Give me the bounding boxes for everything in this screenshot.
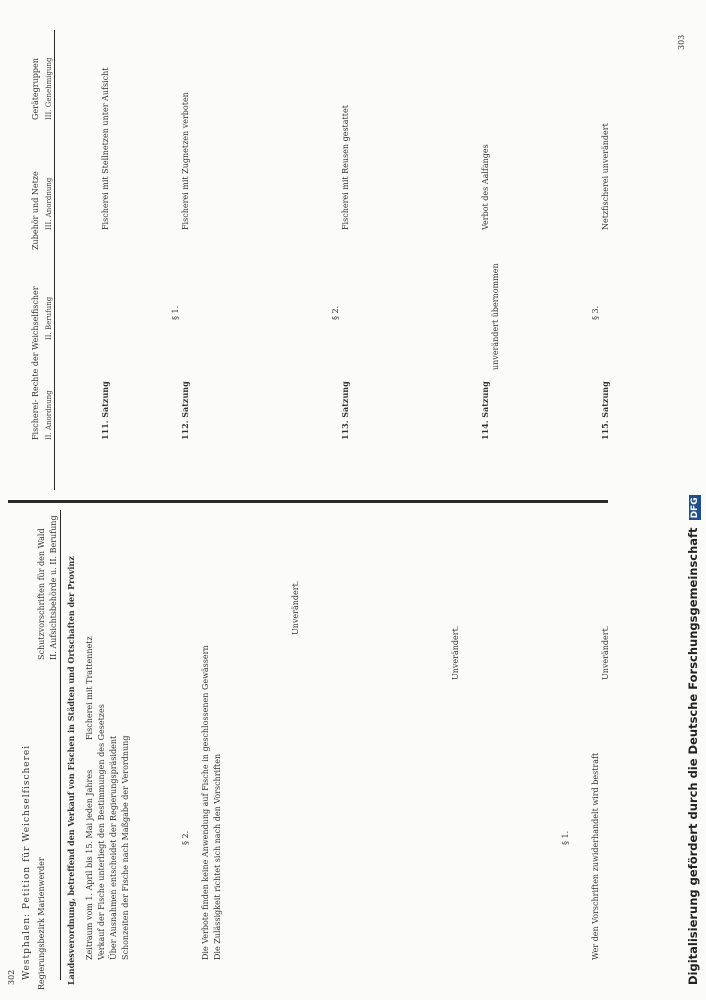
- right-header-col-1: Fischerei- Rechte der Weichselfischer: [31, 286, 40, 440]
- intro-line: Landesverordnung, betreffend den Verkauf von Fischen in Städten und Ortschaften der Provinz: [66, 556, 76, 985]
- left-running-head: Westphalen: Petition für Weichselfischerei: [22, 744, 32, 980]
- entry-3-id: 113. Satzung: [340, 381, 350, 440]
- dfg-footer: [686, 495, 701, 985]
- right-page-number: 303: [677, 34, 686, 50]
- gutter-rule: [8, 500, 608, 503]
- section-2-mark: § 2.: [181, 830, 190, 845]
- section-mark-3: § 3.: [591, 305, 600, 320]
- left-header-mid: Schutzvorschriften für den Wald: [37, 528, 46, 660]
- subhead-3: III. Anordnung: [45, 177, 53, 230]
- entry-5-id: 115. Satzung: [600, 381, 610, 440]
- para-4: Schonzeiten der Fische nach Maßgabe der Verordnung: [121, 735, 130, 960]
- col-head-mid: Fischerei mit Trattennetz: [85, 636, 94, 740]
- tail-2: Unverändert.: [451, 625, 460, 680]
- tail-1: Unverändert.: [291, 580, 300, 635]
- entry-1-text: Fischerei mit Stellnetzen unter Aufsicht: [101, 67, 110, 230]
- subhead-2: II. Berufung: [45, 296, 53, 340]
- para-7: Wer den Vorschriften zuwiderhandelt wird bestraft: [591, 752, 600, 960]
- subhead-1: II. Anordnung: [45, 390, 53, 440]
- subhead-4: III. Genehmigung: [45, 57, 53, 120]
- right-header-rule: [54, 30, 55, 490]
- entry-5-text: Netzfischerei unverändert: [601, 123, 610, 230]
- section-mark-2: § 2.: [331, 305, 340, 320]
- para-3: Über Ausnahmen entscheidet der Regierungspräsident: [109, 735, 118, 960]
- para-6: Die Zulässigkeit richtet sich nach den Vorschriften: [213, 753, 222, 960]
- entry-3-text: Fischerei mit Reusen gestattet: [341, 105, 350, 230]
- left-header-left: Regierungsbezirk Marienwerder: [37, 857, 46, 990]
- left-page-number: 302: [7, 969, 16, 985]
- right-header-col-2: Zubehör und Netze: [31, 171, 40, 250]
- dfg-logo: DFG: [690, 497, 700, 519]
- dfg-footer-text: Digitalisierung gefördert durch die Deutsche Forschungsgemeinschaft: [686, 527, 700, 985]
- section-mark-1: § 1.: [171, 305, 180, 320]
- right-header-col-3: Gerätegruppen: [31, 58, 40, 120]
- para-2: Verkauf der Fische unterliegt den Bestimmungen des Gesetzes: [97, 704, 106, 960]
- para-5: Die Verbote finden keine Anwendung auf Fische in geschlossenen Gewässern: [201, 645, 210, 960]
- header-rule: [60, 510, 61, 980]
- entry-4-id: 114. Satzung: [480, 381, 490, 440]
- section-1-mark: § 1.: [561, 830, 570, 845]
- unchanged-note: unverändert übernommen: [491, 263, 500, 370]
- entry-2-text: Fischerei mit Zugnetzen verboten: [181, 92, 190, 230]
- entry-1-id: 111. Satzung: [100, 381, 110, 440]
- left-header-right: II. Aufsichtsbehörde u. II. Berufung: [49, 515, 58, 660]
- entry-4-text: Verbot des Aalfanges: [481, 144, 490, 230]
- para-1: Zeitraum vom 1. April bis 15. Mai jeden Jahres: [85, 769, 94, 960]
- entry-2-id: 112. Satzung: [180, 381, 190, 440]
- tail-3: Unverändert.: [601, 625, 610, 680]
